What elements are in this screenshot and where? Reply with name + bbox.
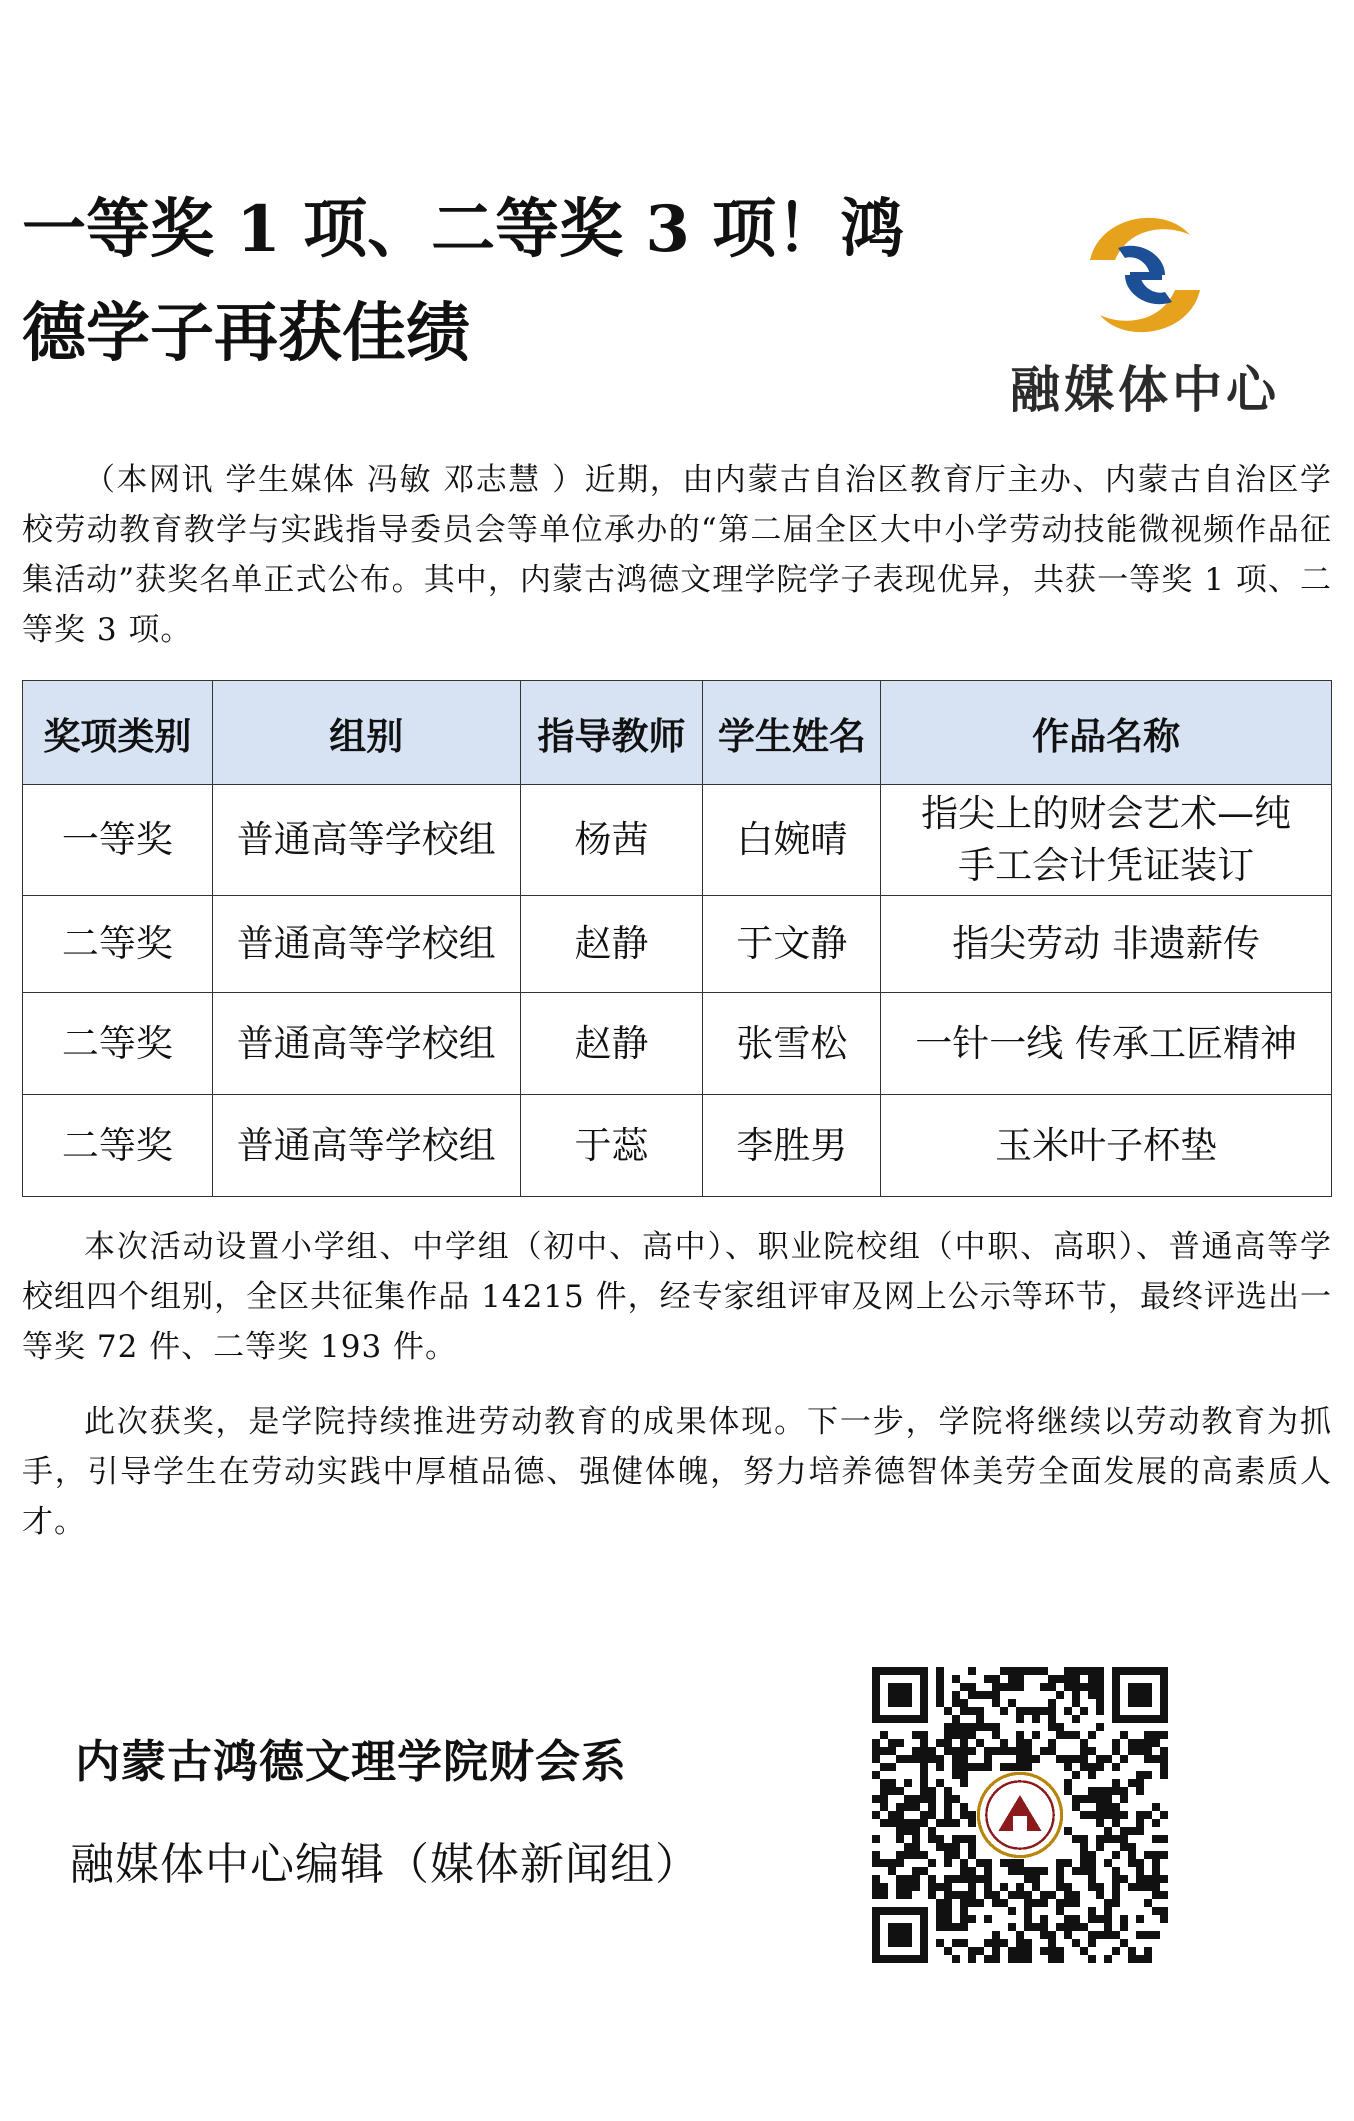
cell-work-title: 一针一线 传承工匠精神 bbox=[881, 993, 1332, 1095]
cell-group: 普通高等学校组 bbox=[212, 993, 520, 1095]
intro-paragraph: （本网讯 学生媒体 冯敏 邓志慧 ）近期，由内蒙古自治区教育厅主办、内蒙古自治区学校劳动教育教学与实践指导委员会等单位承办的“第二届全区大中小学劳动技能微视频作品征集活动”获奖名单正式公布。其中，内蒙古鸿德文理学院学子表现优异，共获一等奖 1 项、二等奖 3 项。 bbox=[22, 462, 1332, 648]
cell-group: 普通高等学校组 bbox=[212, 785, 520, 896]
article-title: 一等奖 1 项、二等奖 3 项！鸿德学子再获佳绩 bbox=[22, 192, 905, 371]
header-student: 学生姓名 bbox=[703, 681, 881, 785]
header-group: 组别 bbox=[212, 681, 520, 785]
logo-text: 融媒体中心 bbox=[1010, 361, 1280, 419]
cell-advisor: 杨茜 bbox=[520, 785, 703, 896]
cell-award-type: 二等奖 bbox=[23, 896, 213, 993]
cell-work-title: 玉米叶子杯垫 bbox=[881, 1095, 1332, 1197]
awards-table bbox=[22, 680, 1332, 1197]
swirl-logo-icon bbox=[1070, 200, 1220, 350]
cell-award-type: 二等奖 bbox=[23, 1095, 213, 1197]
table-row bbox=[23, 785, 1332, 896]
footer-organization: 内蒙古鸿德文理学院财会系 bbox=[75, 1735, 628, 1788]
table-row bbox=[23, 993, 1332, 1095]
cell-student: 白婉晴 bbox=[703, 785, 881, 896]
closing-paragraph: 此次获奖，是学院持续推进劳动教育的成果体现。下一步，学院将继续以劳动教育为抓手，引导学生在劳动实践中厚植品德、强健体魄，努力培养德智体美劳全面发展的高素质人才。 bbox=[22, 1404, 1332, 1540]
cell-student: 张雪松 bbox=[703, 993, 881, 1095]
header-award-type: 奖项类别 bbox=[23, 681, 213, 785]
media-center-logo bbox=[985, 200, 1305, 430]
cell-work-title: 指尖劳动 非遗薪传 bbox=[881, 896, 1332, 993]
cell-award-type: 二等奖 bbox=[23, 993, 213, 1095]
cell-student: 于文静 bbox=[703, 896, 881, 993]
cell-group: 普通高等学校组 bbox=[212, 1095, 520, 1197]
cell-advisor: 赵静 bbox=[520, 993, 703, 1095]
table-row bbox=[23, 896, 1332, 993]
table-header-row bbox=[23, 681, 1332, 785]
cell-group: 普通高等学校组 bbox=[212, 896, 520, 993]
cell-work-title: 指尖上的财会艺术—纯手工会计凭证装订 bbox=[881, 785, 1332, 896]
header-advisor: 指导教师 bbox=[520, 681, 703, 785]
table-row bbox=[23, 1095, 1332, 1197]
cell-advisor: 赵静 bbox=[520, 896, 703, 993]
header-work-title: 作品名称 bbox=[881, 681, 1332, 785]
cell-award-type: 一等奖 bbox=[23, 785, 213, 896]
qr-code-icon bbox=[872, 1667, 1168, 1963]
footer-editor: 融媒体中心编辑（媒体新闻组） bbox=[70, 1839, 700, 1890]
cell-advisor: 于蕊 bbox=[520, 1095, 703, 1197]
cell-student: 李胜男 bbox=[703, 1095, 881, 1197]
activity-paragraph: 本次活动设置小学组、中学组（初中、高中）、职业院校组（中职、高职）、普通高等学校组四个组别，全区共征集作品 14215 件，经专家组评审及网上公示等环节，最终评选出一等奖 72 件、二等奖 193 件。 bbox=[22, 1229, 1332, 1365]
